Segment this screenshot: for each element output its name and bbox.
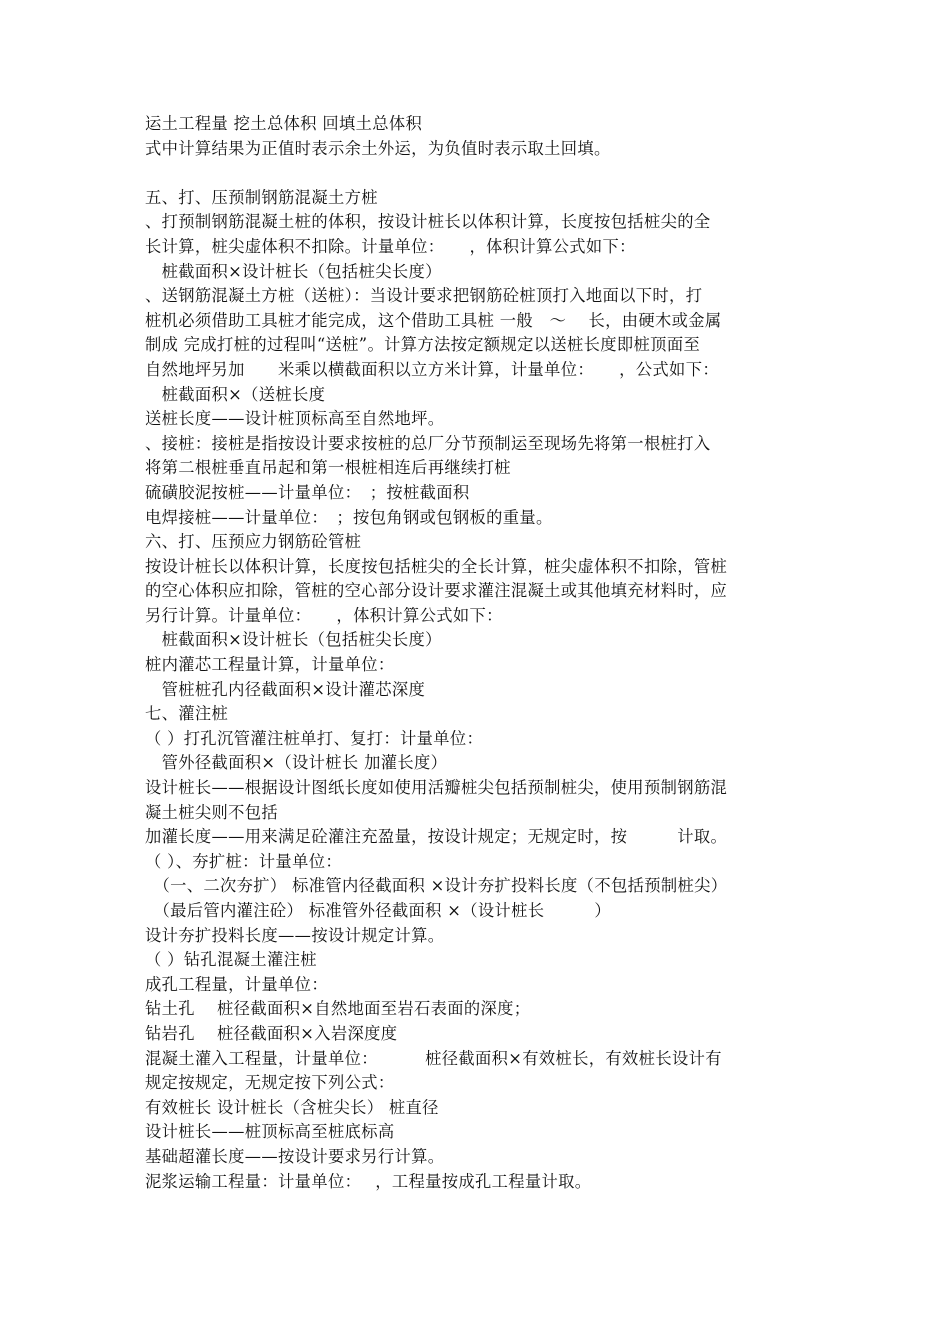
document-body	[145, 112, 813, 1194]
text-line: 另行计算。计量单位： ，体积计算公式如下：	[145, 605, 503, 625]
text-line: 设计夯扩投料长度——按设计规定计算。	[145, 925, 445, 945]
text-line: 将第二根桩垂直吊起和第一根桩相连后再继续打桩	[145, 458, 511, 478]
text-line: 按设计桩长以体积计算，长度按包括桩尖的全长计算，桩尖虚体积不扣除，管桩	[145, 556, 728, 576]
text-line: 送桩长度——设计桩顶标高至自然地坪。	[145, 409, 445, 429]
section-heading: 七、灌注桩	[145, 704, 229, 724]
blank-line	[145, 161, 813, 186]
text-line: 长计算，桩尖虚体积不扣除。计量单位： ，体积计算公式如下：	[145, 236, 636, 256]
text-line: 钻土孔 桩径截面积×自然地面至岩石表面的深度；	[145, 999, 531, 1019]
text-line: 凝土桩尖则不包括	[145, 802, 279, 822]
text-line: 设计桩长——根据设计图纸长度如使用活瓣桩尖包括预制桩尖，使用预制钢筋混	[145, 778, 728, 798]
text-line: 成孔工程量，计量单位：	[145, 974, 328, 994]
formula-line: 桩截面积×设计桩长（包括桩尖长度）	[145, 630, 442, 650]
formula-line: 有效桩长 设计桩长（含桩尖长） 桩直径	[145, 1097, 439, 1117]
text-line: 、打预制钢筋混凝土桩的体积，按设计桩长以体积计算，长度按包括桩尖的全	[145, 212, 711, 232]
text-line: 混凝土灌入工程量，计量单位： 桩径截面积×有效桩长，有效桩长设计有	[145, 1048, 722, 1068]
formula-line: （最后管内灌注砼） 标准管外径截面积 ×（设计桩长 ）	[145, 901, 611, 920]
text-line: 电焊接桩——计量单位： ；按包角钢或包钢板的重量。	[145, 507, 553, 527]
text-line: （ ）钻孔混凝土灌注桩	[145, 950, 317, 970]
text-line: （ ）、夯扩桩：计量单位：	[145, 851, 342, 871]
formula-line: 管桩桩孔内径截面积×设计灌芯深度	[145, 679, 426, 699]
text-line: 桩机必须借助工具桩才能完成，这个借助工具桩 一般 ～ 长，由硬木或金属	[145, 310, 722, 330]
text-line: 制成 完成打桩的过程叫“送桩”。计算方法按定额规定以送桩长度即桩顶面至	[145, 335, 701, 355]
section-heading: 五、打、压预制钢筋混凝土方桩	[145, 187, 378, 207]
text-line: 泥浆运输工程量：计量单位： ，工程量按成孔工程量计取。	[145, 1171, 592, 1191]
text-line: 规定按规定，无规定按下列公式：	[145, 1073, 395, 1093]
text-line: 硫磺胶泥按桩——计量单位： ；按桩截面积	[145, 482, 470, 502]
text-line: 、送钢筋混凝土方桩（送桩）：当设计要求把钢筋砼桩顶打入地面以下时，打	[145, 286, 703, 306]
formula-line: （一、二次夯扩） 标准管内径截面积 ×设计夯扩投料长度（不包括预制桩尖）	[145, 876, 728, 896]
text-line: 运土工程量 挖土总体积 回填土总体积	[145, 114, 423, 133]
text-line: 设计桩长——桩顶标高至桩底标高	[145, 1122, 395, 1142]
text-line: （ ）打孔沉管灌注桩单打、复打：计量单位：	[145, 728, 484, 748]
text-line: 自然地坪另加 米乘以横截面积以立方米计算，计量单位： ，公式如下：	[145, 359, 719, 379]
text-line: 式中计算结果为正值时表示余土外运，为负值时表示取土回填。	[145, 138, 611, 158]
text-line: 加灌长度——用来满足砼灌注充盈量，按设计规定；无规定时，按 计取。	[145, 827, 728, 847]
section-heading: 六、打、压预应力钢筋砼管桩	[145, 532, 362, 552]
text-line: 的空心体积应扣除，管桩的空心部分设计要求灌注混凝土或其他填充材料时，应	[145, 581, 728, 601]
text-line: 基础超灌长度——按设计要求另行计算。	[145, 1146, 445, 1166]
text-line: 桩内灌芯工程量计算，计量单位：	[145, 655, 395, 675]
formula-line: 桩截面积×（送桩长度	[145, 384, 326, 404]
formula-line: 管外径截面积×（设计桩长 加灌长度）	[145, 753, 448, 773]
formula-line: 桩截面积×设计桩长（包括桩尖长度）	[145, 261, 442, 281]
text-line: 、接桩：接桩是指按设计要求按桩的总厂分节预制运至现场先将第一根桩打入	[145, 433, 711, 453]
text-line: 钻岩孔 桩径截面积×入岩深度度	[145, 1023, 398, 1043]
